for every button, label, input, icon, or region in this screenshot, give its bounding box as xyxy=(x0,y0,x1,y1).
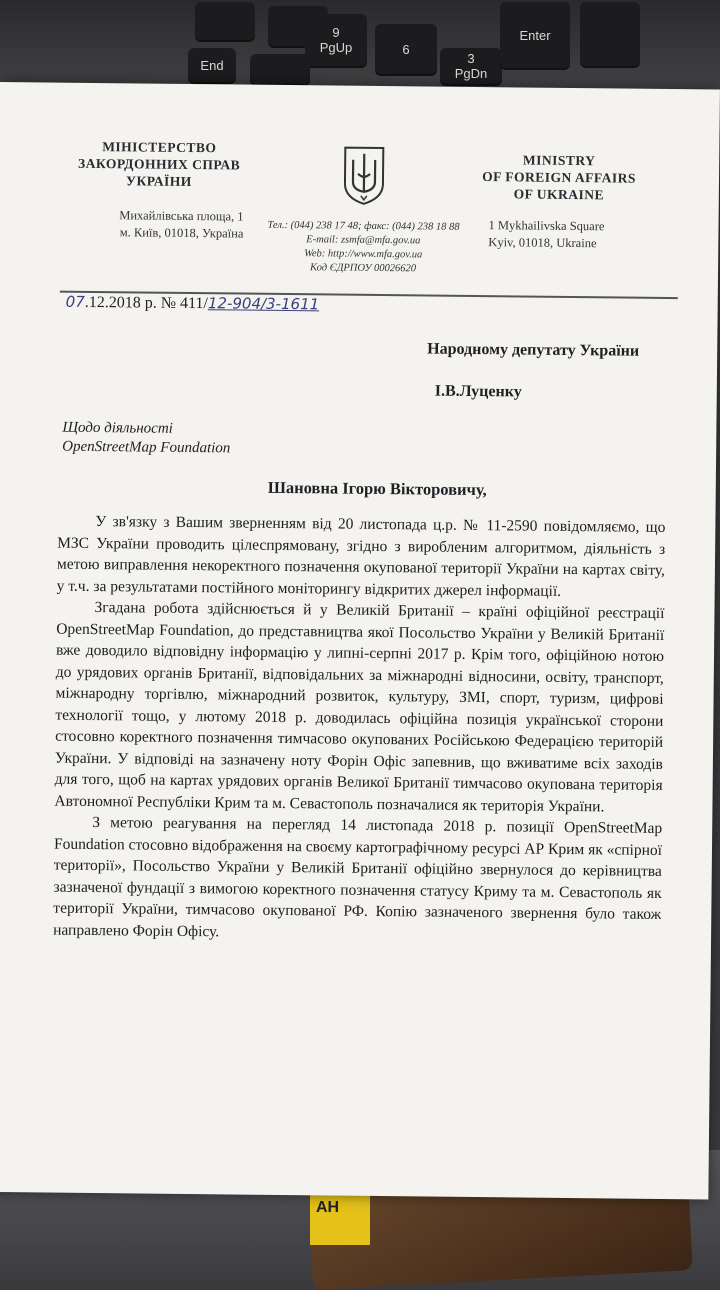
address-en-line: Kyiv, 01018, Ukraine xyxy=(488,235,597,251)
subject xyxy=(62,419,231,459)
keyboard-key xyxy=(580,2,640,66)
address-en-line: 1 Mykhailivska Square xyxy=(488,218,605,234)
paragraph: З метою реагування на перегляд 14 листопада 2018 р. позиції OpenStreetMap Foundation стосовно відображення на своєму картографічному ресурсі АР Крим як «спірної території», Посольство України у Великій Британії офіційно звернулося до керівництва зазначеної фундації з вимогою коректного позначення статусу Криму та м. Севастополь як території України, тимчасово окупованої РФ. Копію зазначеного звернення було також направлено Форін Офісу. xyxy=(53,814,663,940)
keyboard-key xyxy=(250,54,310,84)
subject-line: Щодо діяльності xyxy=(62,419,173,437)
ref-printed: .12.2018 р. № 411/ xyxy=(84,293,208,313)
letterhead-ua-line: УКРАЇНИ xyxy=(126,173,192,190)
ref-day-handwritten: 07 xyxy=(65,292,85,311)
recipient-title: Народному депутату України xyxy=(427,340,640,360)
letterhead-ua xyxy=(69,138,250,191)
keyboard-key-9: 9 PgUp xyxy=(305,14,367,66)
letter-page xyxy=(0,82,720,1199)
snack-label: АН xyxy=(310,1175,370,1245)
document-reference xyxy=(66,293,320,315)
letterhead-en-line: OF UKRAINE xyxy=(513,186,605,203)
contact-web: Web: http://www.mfa.gov.ua xyxy=(304,248,423,261)
contact-phone: Тел.: (044) 238 17 48; факс: (044) 238 18 88 xyxy=(267,219,460,233)
address-ua-line: м. Київ, 01018, Україна xyxy=(119,225,244,241)
keyboard-key-end: End xyxy=(188,48,236,82)
address-ua xyxy=(73,207,243,243)
address-ua-line: Михайлівська площа, 1 xyxy=(119,208,244,224)
letterhead-ua-line: МІНІСТЕРСТВО xyxy=(102,139,217,156)
contact-block xyxy=(243,219,484,278)
contact-email: E-mail: zsmfa@mfa.gov.ua xyxy=(306,234,421,247)
address-en xyxy=(488,217,638,253)
letterhead-en xyxy=(469,151,650,204)
letter-body xyxy=(53,511,665,947)
keyboard-key-6: 6 xyxy=(375,24,437,74)
paragraph: Згадана робота здійснюється й у Великій Британії – країні офіційної реєстрації OpenStreetMap Foundation, до представництва якої Посольство України у Великій Британії вже доводило відповідну інформацію у липні-серпні 2017 р. Крім того, офіційною нотою до урядових органів Британії, відповідальних за міжнародні відносини, освіту, транспорт, міжнародну торгівлю, міжнародний розвиток, культуру, ЗМІ, спорт, туризм, цифрові технології тощо, у лютому 2018 р. доводилась офіційна позиція української сторони стосовно коректного позначення тимчасово окупованих Російською Федерацією територій України. У відповіді на зазначену ноту Форін Офіс запевнив, що вживатиме всіх заходів для того, щоб на картах урядових органів Великої Британії тимчасово окупована територія Автономної Республіки Крим та м. Севастополь позначалися як територія України. xyxy=(54,599,665,815)
recipient-name: І.В.Луценку xyxy=(434,382,522,401)
contact-edrpou: Код ЄДРПОУ 00026620 xyxy=(310,262,417,275)
greeting: Шановна Ігорю Вікторовичу, xyxy=(267,477,487,500)
paragraph: У зв'язку з Вашим зверненням від 20 листопада ц.р. № 11-2590 повідомляємо, що МЗС України проводить цілеспрямовану, згідно з виробленим алгоритмом, діяльність з метою виправлення некоректного позначення окупованої території України на картах світу, у т.ч. за результатами постійного моніторингу відкритих джерел інформації. xyxy=(56,513,666,600)
subject-line: OpenStreetMap Foundation xyxy=(62,438,231,457)
letterhead-en-line: MINISTRY xyxy=(522,152,596,169)
keyboard-key xyxy=(195,2,255,40)
keyboard-key-enter: Enter xyxy=(500,2,570,68)
coat-of-arms-icon xyxy=(341,144,388,206)
letterhead-en-line: OF FOREIGN AFFAIRS xyxy=(482,169,636,186)
ref-suffix-handwritten: 12-904/3-1611 xyxy=(207,294,320,314)
keyboard-key-3: 3 PgDn xyxy=(440,48,502,84)
letterhead-ua-line: ЗАКОРДОННИХ СПРАВ xyxy=(78,155,241,173)
